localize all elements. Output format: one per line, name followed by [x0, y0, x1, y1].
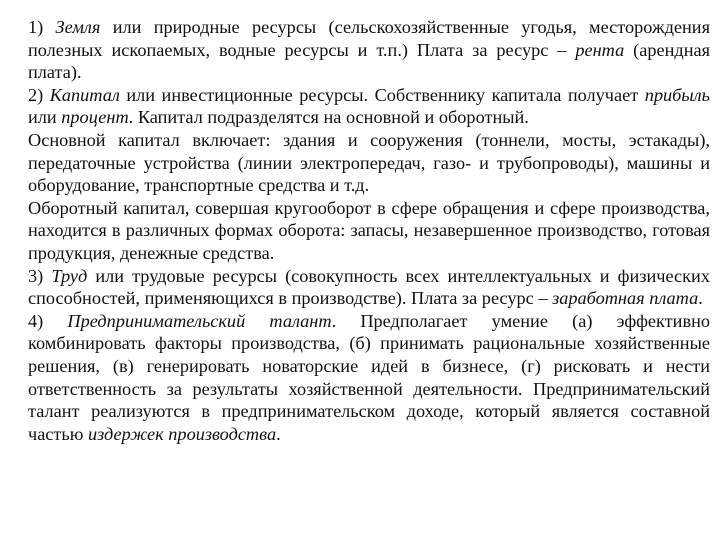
text-run: Основной капитал включает: здания и сооружения (тоннели, мосты, эстакады), передаточные устройства (линии электропередач, газо- и трубопроводы), машины и оборудование, транспортные средства и т.д.: [28, 129, 710, 196]
paragraph-fixed-capital: [28, 129, 710, 197]
italic-term: Труд: [51, 265, 88, 286]
text-run: или трудовые ресурсы (совокупность всех интеллектуальных и физических способностей, применяющихся в производстве). Плата за ресурс –: [28, 265, 710, 309]
text-run: .: [698, 288, 703, 309]
paragraph-labor: [28, 265, 710, 310]
italic-term: Земля: [55, 17, 101, 37]
text-run: 1): [28, 17, 56, 37]
text-run: . Капитал подразделятся на основной и оборотный.: [128, 107, 529, 128]
text-run: или: [28, 107, 62, 128]
italic-term: издержек производства: [87, 423, 277, 444]
italic-term: Предпринимательский талант: [67, 310, 332, 331]
document-body: [28, 16, 710, 445]
italic-term: Капитал: [49, 84, 120, 105]
paragraph-capital: [28, 84, 710, 129]
paragraph-entrepreneurship: [28, 310, 710, 446]
text-run: или инвестиционные ресурсы. Собственнику капитала получает: [119, 84, 645, 105]
text-run: Оборотный капитал, совершая кругооборот в сфере обращения и сфере производства, находится в различных формах оборота: запасы, незавершенное производство, готовая продукция, денежные средства.: [28, 197, 710, 263]
text-run: 3): [28, 265, 52, 286]
text-run: 2): [28, 84, 50, 105]
text-run: .: [276, 423, 281, 444]
paragraph-working-capital: [28, 197, 710, 265]
italic-term: прибыль: [644, 84, 710, 105]
text-run: 4): [28, 310, 68, 331]
paragraph-land: [28, 16, 710, 84]
italic-term: процент: [61, 107, 129, 128]
text-run: или природные ресурсы (сельскохозяйственные угодья, месторождения полезных ископаемых, водные ресурсы и т.п.) Плата за ресурс –: [28, 17, 710, 60]
italic-term: рента: [575, 39, 625, 60]
text-run: (арендная плата).: [28, 39, 711, 83]
italic-term: заработная плата: [552, 288, 699, 309]
text-run: . Предполагает умение (а) эффективно комбинировать факторы производства, (б) принимать рациональные хозяйственные решения, (в) генерировать новаторские идей в бизнесе, (г) рисковать и нести ответственность за результаты хозяйственной деятельности. Предпринимательский талант реализуются в предпринимательском доходе, который является составной частью: [28, 310, 710, 444]
